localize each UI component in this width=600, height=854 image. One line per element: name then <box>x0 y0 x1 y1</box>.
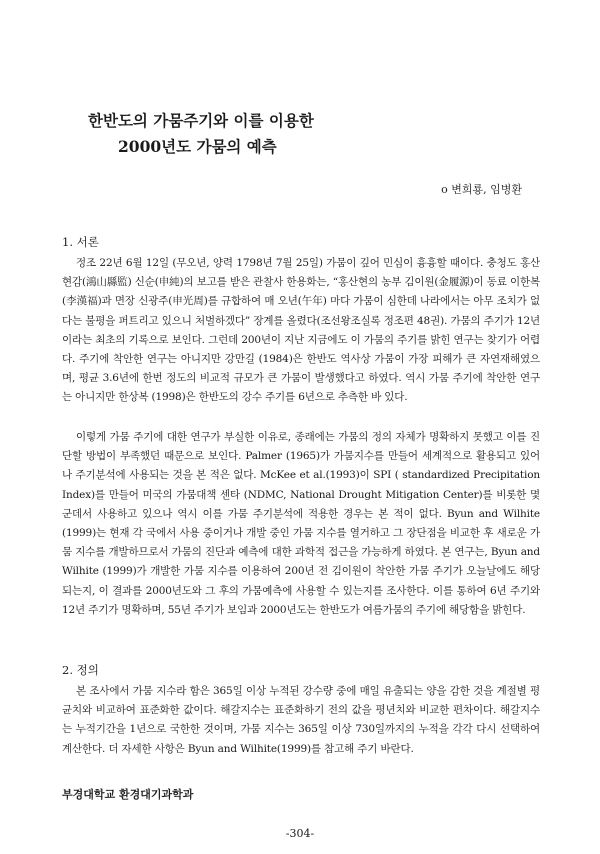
title-line-2: 2000년도 가뭄의 예측 <box>118 137 277 156</box>
page-number: -304- <box>285 827 315 840</box>
authors: o 변희룡, 임병환 <box>441 183 522 196</box>
section-2-heading: 2. 정의 <box>62 663 99 677</box>
affiliation: 부경대학교 환경대기과학과 <box>62 788 194 801</box>
section-1-paragraph-1: 정조 22년 6월 12일 (무오년, 양력 1798년 7월 25일) 가뭄이 깊어 민심이 흉흉할 때이다. 충청도 홍산현감(鴻山縣監) 신순(申純)의 보고를 받은 관찰사 한용화는, “홍산현의 농부 김이원(金履源)이 동료 이한복(李漢福)과 면장 신광주(申光周)를 규합하여 매 오년(午年) 마다 가뭄이 심한데 나라에서는 아무 조치가 없다는 불평을 퍼트리고 있으니 처벌하겠다” 장계를 올렸다(조선왕조실록 정조편 48권). 가뭄의 주기가 12년이라는 최초의 기록으로 보인다. 그런데 200년이 지난 지금에도 이 가뭄의 주기를 밝힌 연구는 찾기가 어렵다. 주기에 착안한 연구는 아니지만 강만길 (1984)은 한반도 역사상 가뭄이 가장 피해가 큰 자연재해였으며, 평균 3.6년에 한번 정도의 비교적 규모가 큰 가뭄이 발생했다고 하였다. 역시 가뭄 주기에 착안한 연구는 아니지만 한상복 (1998)은 한반도의 강수 주기를 6년으로 추측한 바 있다. <box>62 257 540 404</box>
section-1-heading: 1. 서론 <box>62 235 99 249</box>
section-1-paragraph-2: 이렇게 가뭄 주기에 대한 연구가 부실한 이유로, 종래에는 가뭄의 정의 자체가 명확하지 못했고 이를 진단할 방법이 부족했던 때문으로 보인다. Palmer (1965)가 가뭄지수를 만들어 세계적으로 활용되고 있어나 주기분석에 사용되는 것을 본 적은 없다. McKee et al.(1993)이 SPI ( standardized Precipitation Index)를 만들어 미국의 가뭄대책 센타 (NDMC, National Drought Mitigation Center)를 비롯한 몇 군데서 사용하고 있으나 역시 이를 가뭄 주기분석에 적용한 경우는 본 적이 없다. Byun and Wilhite (1999)는 현재 각 국에서 사용 중이거나 개발 중인 가뭄 지수를 열거하고 그 장단점을 비교한 후 새로운 가뭄 지수를 개발하므로서 가뭄의 진단과 예측에 대한 과학적 접근을 가능하게 하였다. 본 연구는, Byun and Wilhite (1999)가 개발한 가뭄 지수를 이용하여 200년 전 김이원이 착안한 가뭄 주기가 오늘날에도 해당되는지, 이 결과를 2000년도와 그 후의 가뭄예측에 사용할 수 있는지를 조사한다. 이를 통하여 6년 주기와 12년 주기가 명확하며, 55년 주기가 보임과 2000년도는 한반도가 여름가뭄의 주기에 해당함을 밝힌다. <box>62 431 540 616</box>
paper-title <box>0 108 600 160</box>
section-2-paragraph-1: 본 조사에서 가뭄 지수라 함은 365일 이상 누적된 강수량 중에 매일 유출되는 양을 감한 것을 계절별 평균치와 비교하여 표준화한 값이다. 해갈지수는 표준화하기 전의 값을 평년치와 비교한 편차이다. 해갈지수는 누적기간을 1년으로 국한한 것이며, 가뭄 지수는 365일 이상 730일까지의 누적을 각각 다시 선택하여 계산한다. 더 자세한 사항은 Byun and Wilhite(1999)를 참고해 주기 바란다. <box>62 685 540 755</box>
title-line-1: 한반도의 가뭄주기와 이를 이용한 <box>88 111 314 130</box>
